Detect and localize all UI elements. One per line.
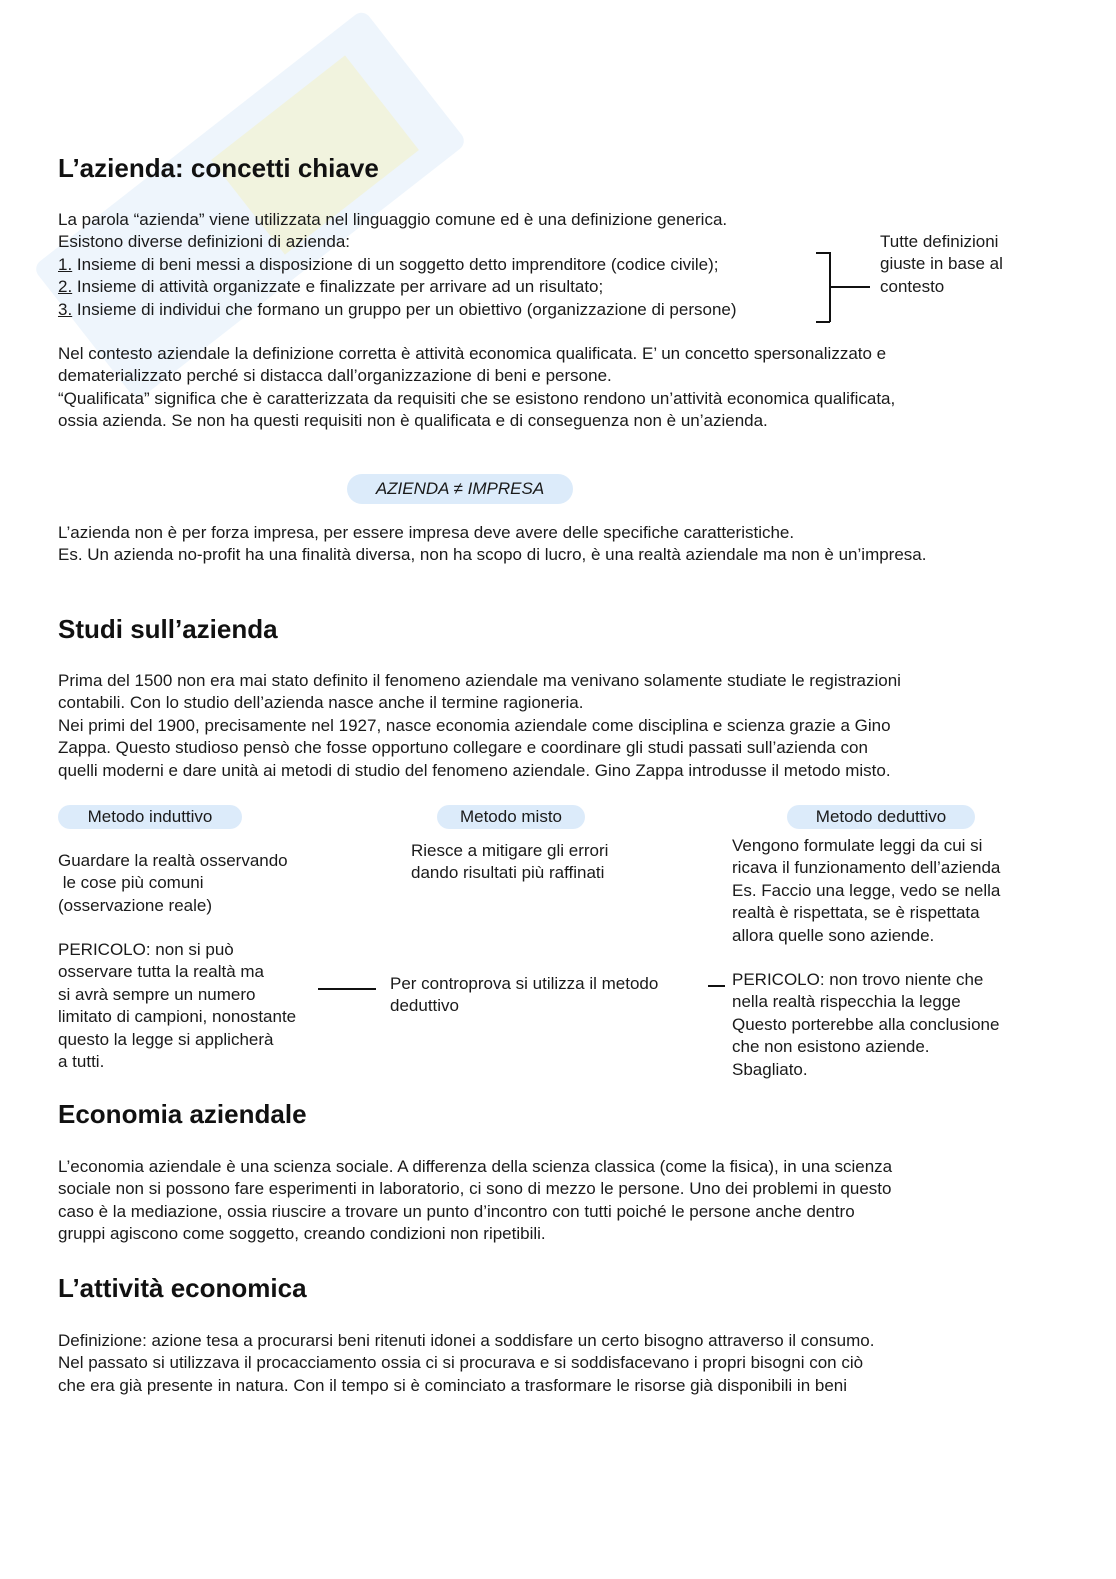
text-line: gruppi agiscono come soggetto, creando condizioni non ripetibili. — [58, 1224, 546, 1244]
azienda-impresa-highlight: AZIENDA ≠ IMPRESA — [347, 474, 573, 504]
side-note — [880, 231, 1003, 298]
text-line: Per controprova si utilizza il metodo — [390, 974, 659, 993]
text-line: Definizione: azione tesa a procurarsi beni ritenuti idonei a soddisfare un certo bisogno attraverso il consumo. — [58, 1331, 875, 1350]
deductive-danger — [732, 969, 999, 1081]
method-mixed-label: Metodo misto — [437, 805, 585, 829]
intro-paragraph — [58, 209, 737, 321]
connector-line — [318, 988, 376, 990]
text-line: osservare tutta la realtà ma — [58, 962, 264, 982]
section-title: L’attività economica — [58, 1273, 307, 1303]
text-line: nella realtà rispecchia la legge — [732, 992, 961, 1012]
mixed-check — [390, 973, 658, 1018]
text-line: La parola “azienda” viene utilizzata nel linguaggio comune ed è una definizione generica. — [58, 210, 728, 229]
method-deductive-label: Metodo deduttivo — [787, 805, 975, 829]
text-line: quelli moderni e dare unità ai metodi di studio del fenomeno aziendale. Gino Zappa introdusse il metodo misto. — [58, 760, 891, 780]
text-line: PERICOLO: non trovo niente che — [732, 970, 984, 989]
text-line: realtà è rispettata, se è rispettata — [732, 903, 980, 923]
text-line: Riesce a mitigare gli errori — [411, 841, 609, 860]
bracket-connector — [830, 286, 870, 288]
section-title: Studi sull’azienda — [58, 614, 278, 644]
text-line: Prima del 1500 non era mai stato definito il fenomeno aziendale ma venivano solamente studiate le registrazioni — [58, 671, 901, 690]
text-line: Guardare la realtà osservando — [58, 851, 288, 870]
method-inductive-label: Metodo induttivo — [58, 805, 242, 829]
text-line: Nel passato si utilizzava il procacciamento ossia ci si procurava e si soddisfacevano i propri bisogni con ciò — [58, 1353, 864, 1373]
paragraph — [58, 670, 901, 782]
text-line: Es. Faccio una legge, vedo se nella — [732, 880, 1001, 900]
text-line: si avrà sempre un numero — [58, 984, 256, 1004]
text-line: le cose più comuni — [58, 873, 204, 893]
bracket-bottom — [816, 321, 830, 323]
text-line: allora quelle sono aziende. — [732, 925, 935, 945]
text-line: sociale non si possono fare esperimenti in laboratorio, ci sono di mezzo le persone. Uno dei problemi in questo — [58, 1179, 892, 1199]
text-line: a tutti. — [58, 1051, 105, 1071]
text-line: questo la legge si applicherà — [58, 1029, 274, 1049]
text-line: Tutte definizioni — [880, 232, 999, 251]
text-line: contabili. Con lo studio dell’azienda nasce anche il termine ragioneria. — [58, 693, 584, 713]
definition-number: 2. — [58, 277, 73, 297]
text-line: “Qualificata” significa che è caratterizzata da requisiti che se esistono rendono un’attività economica qualificata, — [58, 388, 896, 408]
definition-text: Insieme di beni messi a disposizione di un soggetto detto imprenditore (codice civile); — [72, 254, 719, 274]
inductive-description — [58, 850, 288, 917]
definition-item — [58, 276, 737, 298]
text-line: Vengono formulate leggi da cui si — [732, 836, 983, 855]
text-line: (osservazione reale) — [58, 895, 213, 915]
definition-text: Insieme di attività organizzate e finalizzate per arrivare ad un risultato; — [72, 277, 604, 297]
text-line: Esistono diverse definizioni di azienda: — [58, 232, 351, 252]
paragraph — [58, 1156, 892, 1246]
text-line: ossia azienda. Se non ha questi requisiti non è qualificata e di conseguenza non è un’azienda. — [58, 411, 768, 431]
text-line: L’azienda non è per forza impresa, per essere impresa deve avere delle specifiche caratteristiche. — [58, 523, 795, 542]
text-line: contesto — [880, 276, 945, 296]
text-line: deduttivo — [390, 996, 459, 1016]
text-line: Sbagliato. — [732, 1059, 808, 1079]
text-line: L’economia aziendale è una scienza sociale. A differenza della scienza classica (come la fisica), in una scienza — [58, 1157, 893, 1176]
text-line: dando risultati più raffinati — [411, 863, 605, 883]
text-line: Questo porterebbe alla conclusione — [732, 1014, 1000, 1034]
text-line: che non esistono aziende. — [732, 1037, 930, 1057]
text-line: giuste in base al — [880, 254, 1003, 274]
text-line: PERICOLO: non si può — [58, 940, 234, 959]
text-line: che era già presente in natura. Con il tempo si è cominciato a trasformare le risorse già disponibili in beni — [58, 1375, 848, 1395]
text-line: Es. Un azienda no-profit ha una finalità diversa, non ha scopo di lucro, è una realtà aziendale ma non è un’impresa. — [58, 545, 927, 565]
connector-line — [708, 985, 725, 987]
paragraph — [58, 1330, 874, 1397]
text-line: Zappa. Questo studioso pensò che fosse opportuno collegare e coordinare gli studi passati sull’azienda con — [58, 738, 868, 758]
deductive-description — [732, 835, 1000, 947]
text-line: ricava il funzionamento dell’azienda — [732, 858, 1001, 878]
definition-item — [58, 299, 737, 321]
text-line: Nei primi del 1900, precisamente nel 1927, nasce economia aziendale come disciplina e scienza grazie a Gino — [58, 715, 891, 735]
text-line: limitato di campioni, nonostante — [58, 1007, 297, 1027]
definition-number: 3. — [58, 299, 73, 319]
paragraph — [58, 522, 926, 567]
text-line: dematerializzato perché si distacca dall’organizzazione di beni e persone. — [58, 366, 612, 386]
mixed-description — [411, 840, 608, 885]
paragraph — [58, 343, 895, 433]
section-title: Economia aziendale — [58, 1099, 307, 1129]
definition-item — [58, 254, 737, 276]
inductive-danger — [58, 939, 296, 1073]
definition-number: 1. — [58, 254, 73, 274]
definition-text: Insieme di individui che formano un gruppo per un obiettivo (organizzazione di persone) — [72, 299, 737, 319]
bracket-top — [816, 252, 830, 254]
text-line: caso è la mediazione, ossia riuscire a trovare un punto d’incontro con tutti poiché le persone anche dentro — [58, 1201, 855, 1221]
section-title: L’azienda: concetti chiave — [58, 153, 379, 183]
text-line: Nel contesto aziendale la definizione corretta è attività economica qualificata. E’ un concetto spersonalizzato e — [58, 344, 887, 363]
